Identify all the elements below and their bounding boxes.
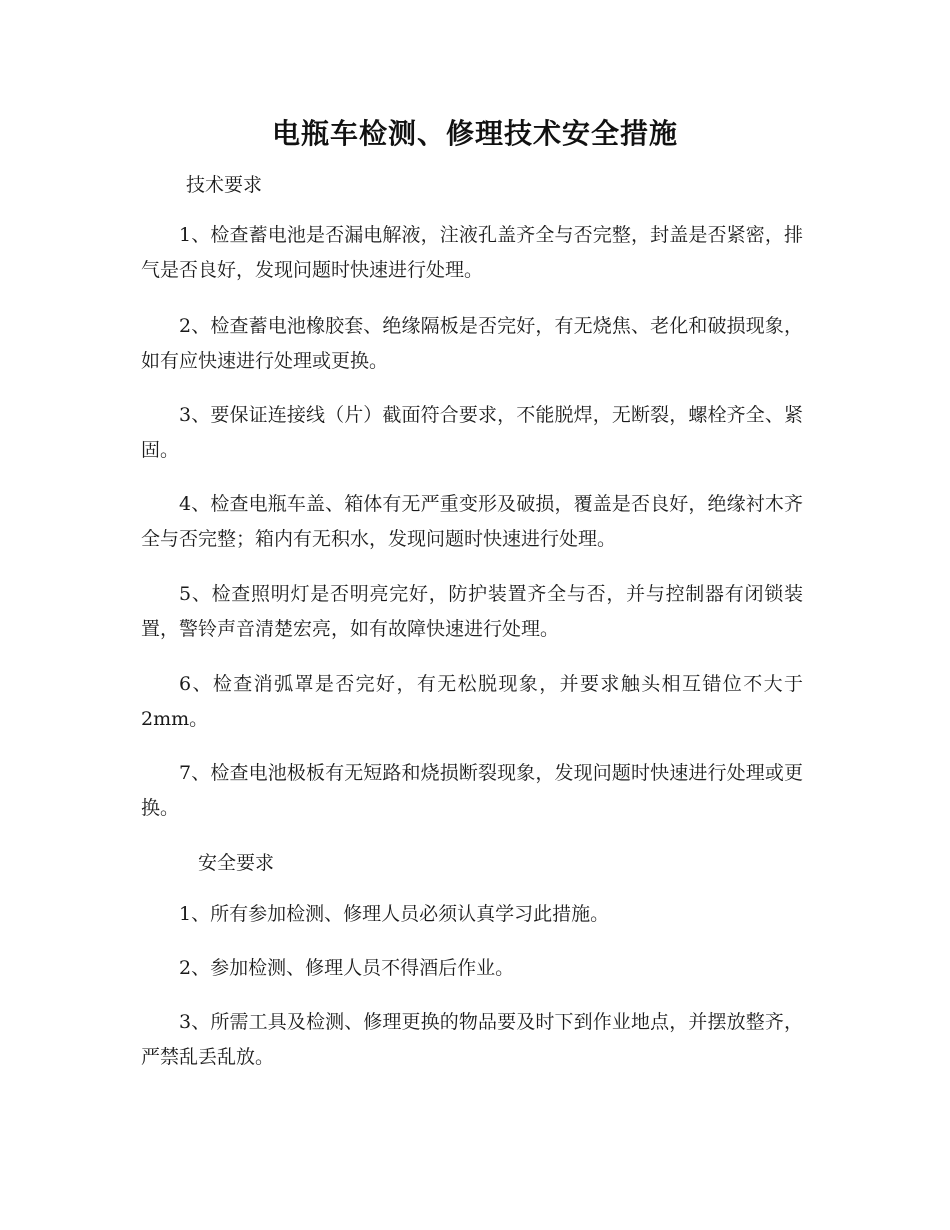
document-title: 电瓶车检测、修理技术安全措施: [271, 117, 678, 150]
technical-heading: 技术要求: [186, 174, 263, 196]
safety-item-2: 2、参加检测、修理人员不得酒后作业。: [179, 957, 515, 979]
technical-item-7: 7、检查电池极板有无短路和烧损断裂现象，发现问题时快速进行处理或更换。: [141, 762, 803, 819]
safety-heading: 安全要求: [198, 852, 275, 874]
technical-item-1: 1、检查蓄电池是否漏电解液，注液孔盖齐全与否完整，封盖是否紧密，排气是否良好，发现问题时快速进行处理。: [141, 224, 803, 281]
safety-item-1: 1、所有参加检测、修理人员必须认真学习此措施。: [179, 903, 610, 925]
technical-item-3: 3、要保证连接线（片）截面符合要求，不能脱焊，无断裂，螺栓齐全、紧固。: [141, 404, 803, 461]
technical-item-5: 5、检查照明灯是否明亮完好，防护装置齐全与否，并与控制器有闭锁装置，警铃声音清楚宏亮，如有故障快速进行处理。: [141, 583, 803, 640]
technical-item-6: 6、检查消弧罩是否完好，有无松脱现象，并要求触头相互错位不大于2mm。: [141, 673, 803, 730]
safety-item-3: 3、所需工具及检测、修理更换的物品要及时下到作业地点，并摆放整齐，严禁乱丢乱放。: [141, 1011, 803, 1068]
technical-item-4: 4、检查电瓶车盖、箱体有无严重变形及破损，覆盖是否良好，绝缘衬木齐全与否完整；箱内有无积水，发现问题时快速进行处理。: [141, 493, 803, 550]
technical-item-2: 2、检查蓄电池橡胶套、绝缘隔板是否完好，有无烧焦、老化和破损现象，如有应快速进行处理或更换。: [141, 315, 803, 372]
